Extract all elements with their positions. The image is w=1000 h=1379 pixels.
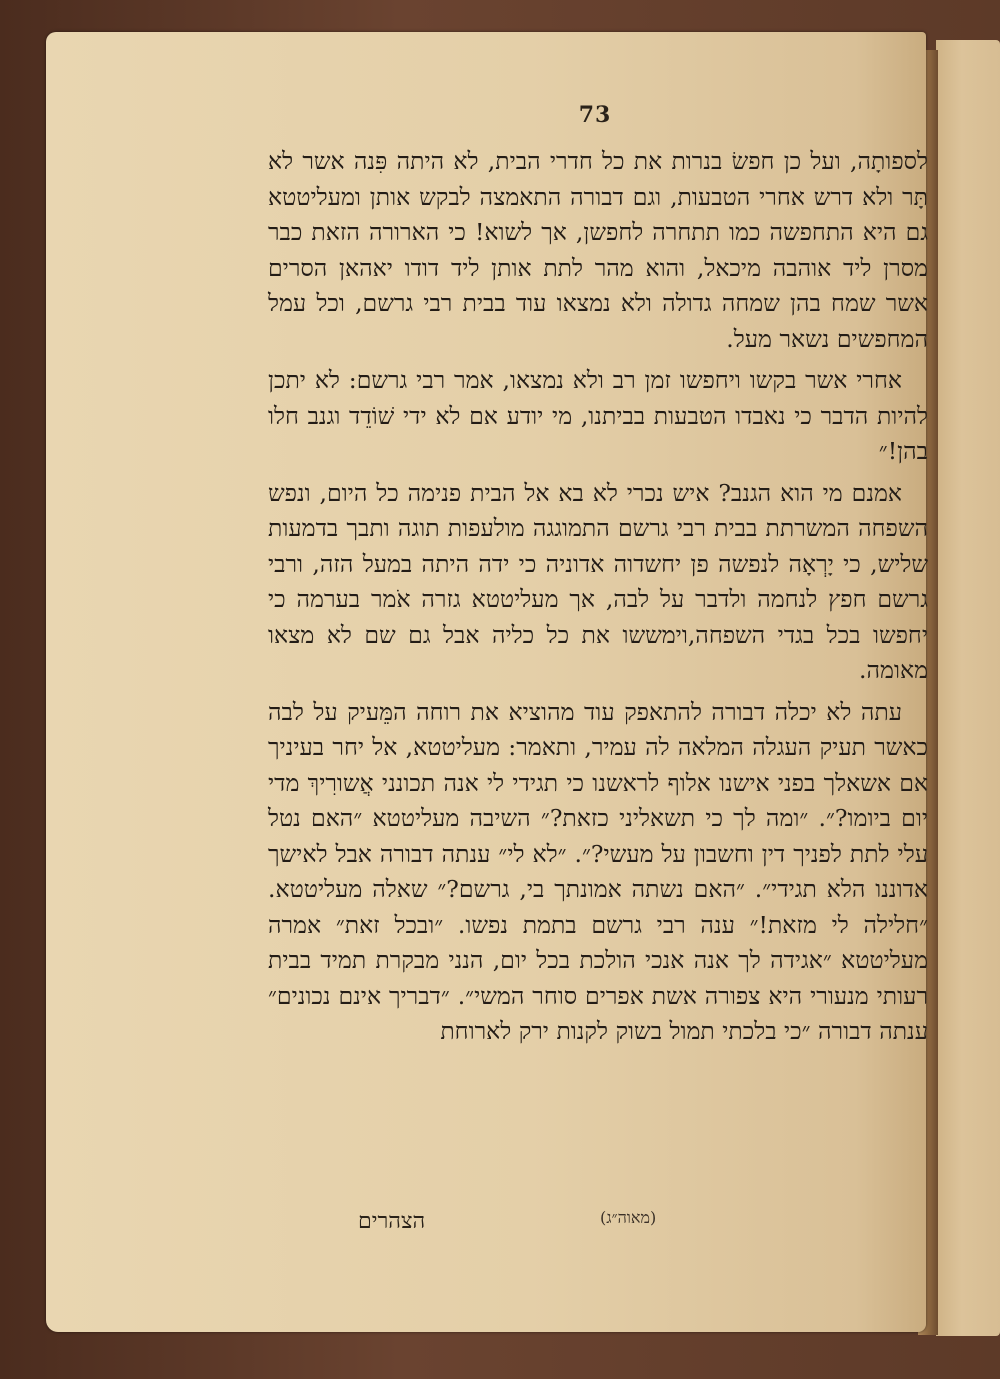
paragraph-2: אחרי אשר בקשו ויחפשו זמן רב ולא נמצאו, אמר רבי גרשם: לא יתכן להיות הדבר כי נאבדו הטבעות בביתנו, מי יודע אם לא ידי שׁוֹדֵד וגנב חלו בהן!״ <box>268 366 928 465</box>
paragraph-3: אמנם מי הוא הגנב? איש נכרי לא בא אל הבית פנימה כל היום, ונפש השפחה המשרתת בבית רבי גרשם התמוגגה מולעפות תוגה ותבך בדמעות שליש, כי יָרְאָה לנפשה פן יחשדוה אדוניה כי ידה היתה במעל הזה, ורבי גרשם חפץ לנחמה ולדבר על לבה, אך מעליטטא גזרה אֹמר בערמה כי יחפשו בכל בגדי השפחה,וימששו את כל כליה אבל גם שם לא מצאו מאומה. <box>268 478 928 684</box>
paragraph-4: עתה לא יכלה דבורה להתאפק עוד מהוציא את רוחה המֵּעיק על לבה כאשר תעיק העגלה המלאה לה עמיר, ותאמר: מעליטטא, אל יחר בעיניך אם אשאלך בפני אישנו אלוף לראשנו כי תגידי לי אנה תכונני אֲשורִיךְ מדי יום ביומו?״. ״ומה לך כי תשאליני כזאת?״ השיבה מעליטטא ״האם נטל עלי לתת לפניך דין וחשבון על מעשי?״. ״לא לי״ ענתה דבורה אבל לאישך אדוננו הלא תגידי״. ״האם נשתה אמונתך בי, גרשם?״ שאלה מעליטטא. ״חלילה לי מזאת!״ ענה רבי גרשם בתמת נפשו. ״ובכל זאת״ אמרה מעליטטא ״אגידה לך אנה אנכי הולכת בכל יום, הנני מבקרת תמיד בבית רעותי מנעורי היא צפורה אשת אפרים סוחר המשי״. ״דבריך אינם נכונים״ ענתה דבורה ״כי בלכתי תמול בשוק לקנות ירק לארוחת <box>268 697 928 1045</box>
catchword: הצהרים <box>358 1209 426 1234</box>
printer-signature: (מאוה״ג) <box>600 1208 657 1227</box>
page-number: 73 <box>578 102 612 128</box>
body-text <box>268 144 928 1056</box>
paragraph-1: לספותָה, ועל כן חפשׂ בנרות את כל חדרי הבית, לא היתה פִּנה אשר לא תָּר ולא דרש אחרי הטבעות, וגם דבורה התאמצה לבקש אותן ומעליטטא גם היא התחפשה כמו תתחרה לחפשן, אך לשוא! כי הארורה הזאת כבר מסרן ליד אוהבה מיכאל, והוא מהר לתת אותן ליד דודו יאהאן הסרים אשר שמח בהן שמחה גדולה ולא נמצאו עוד בבית רבי גרשם, וכל עמל המחפשים נשאר מעל. <box>268 147 928 353</box>
adjacent-page-edge <box>936 40 1000 1336</box>
